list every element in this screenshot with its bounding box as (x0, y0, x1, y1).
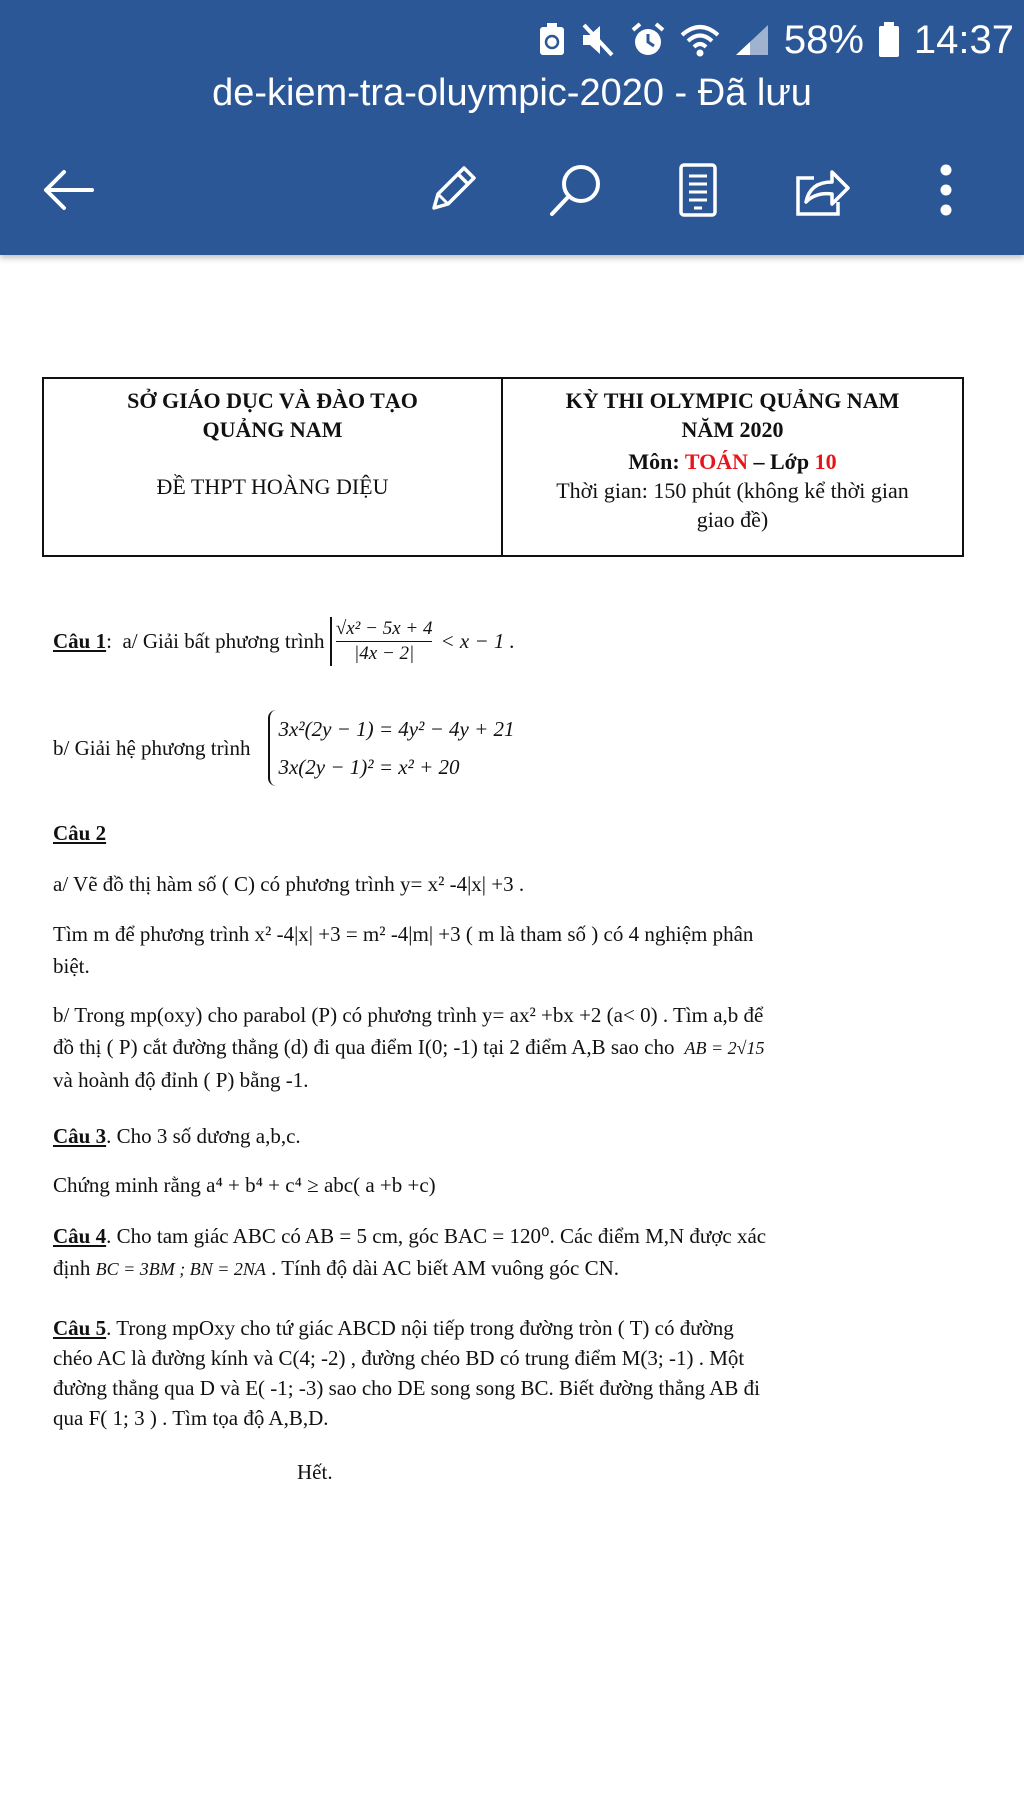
search-icon (546, 160, 606, 220)
question-1a: Câu 1 : a/ Giải bất phương trình $\frac{\text{√x² − 5x + 4}}{|4x - 2|}$ < x − 1 . (53, 617, 515, 664)
subject-name: TOÁN (684, 449, 748, 474)
recycle-icon (538, 23, 566, 57)
province-name: QUẢNG NAM (202, 417, 343, 442)
document-title: de-kiem-tra-oluympic-2020 - Đã lưu (212, 72, 812, 114)
edit-pencil-icon (424, 162, 480, 218)
alarm-icon (630, 22, 666, 58)
share-icon (792, 162, 852, 218)
header-right-cell (503, 379, 962, 555)
signal-icon (734, 23, 770, 57)
header-left-cell (44, 379, 503, 555)
exam-name: KỲ THI OLYMPIC QUẢNG NAM (565, 388, 900, 413)
app-bar (0, 0, 1024, 255)
question-2-label: Câu 2 (53, 821, 107, 845)
share-button[interactable] (782, 150, 862, 230)
question-2b: b/ Trong mp(oxy) cho parabol (P) có phương trình y= ax² +bx +2 (a< 0) . Tìm a,b để đồ thị ( P) cắt đường thẳng (d) đi qua điểm I(0; -1) tại 2 điểm A,B sao cho AB = 2√15 và hoành độ đỉnh ( P) bằng -1. (53, 1003, 765, 1092)
subject-line: Môn: TOÁN – Lớp 10 (628, 449, 837, 474)
inequality-fraction: $\frac{\text{√x² − 5x + 4}}{|4x - 2|}$ (330, 617, 437, 666)
end-marker: Hết. (297, 1460, 333, 1484)
question-2a-part2: Tìm m để phương trình x² -4|x| +3 = m² -4|m| +3 ( m là tham số ) có 4 nghiệm phân biệt. (53, 922, 754, 978)
ab-length-formula: AB = 2√15 (684, 1038, 765, 1058)
exam-year: NĂM 2020 (681, 417, 784, 442)
more-options-button[interactable] (906, 150, 986, 230)
question-3-label: Câu 3 (53, 1124, 107, 1148)
reading-view-button[interactable] (658, 150, 738, 230)
question-4-label: Câu 4 (53, 1224, 107, 1248)
grade-number: 10 (814, 449, 837, 474)
back-arrow-icon (40, 168, 96, 212)
battery-icon (878, 22, 900, 58)
question-5: Câu 5. Trong mpOxy cho tứ giác ABCD nội tiếp trong đường tròn ( T) có đường chéo AC là đường kính và C(4; -2) , đường chéo BD có trung điểm M(3; -1) . Một đường thẳng qua D và E( -1; -3) sao cho DE song song BC. Biết đường thẳng AB đi qua F( 1; 3 ) . Tìm tọa độ A,B,D. (53, 1316, 760, 1430)
question-1b: b/ Giải hệ phương trình 3x²(2y − 1) = 4y² − 4y + 21 3x(2y − 1)² = x² + 20 (53, 710, 913, 786)
question-1-label: Câu 1 (53, 629, 107, 653)
search-button[interactable] (536, 150, 616, 230)
department-name: SỞ GIÁO DỤC VÀ ĐÀO TẠO (127, 388, 418, 413)
school-name: ĐỀ THPT HOÀNG DIỆU (156, 474, 389, 499)
question-4: Câu 4. Cho tam giác ABC có AB = 5 cm, góc BAC = 120⁰. Các điểm M,N được xác định BC = 3BM ; BN = 2NA . Tính độ dài AC biết AM vuông góc CN. (53, 1224, 767, 1280)
edit-button[interactable] (412, 150, 492, 230)
equation-system: 3x²(2y − 1) = 4y² − 4y + 21 3x(2y − 1)² = x² + 20 (268, 710, 514, 786)
question-2a: a/ Vẽ đồ thị hàm số ( C) có phương trình y= x² -4|x| +3 . (53, 872, 525, 896)
exam-header-table (42, 377, 964, 557)
question-3: Câu 3. Cho 3 số dương a,b,c. (53, 1124, 301, 1148)
reading-view-icon (676, 162, 720, 218)
question-5-label: Câu 5 (53, 1316, 107, 1340)
document-page (0, 255, 1024, 1820)
more-vert-icon (936, 162, 956, 218)
battery-percent: 58% (783, 18, 864, 62)
mute-icon (580, 23, 616, 57)
question-3-statement: Chứng minh rằng a⁴ + b⁴ + c⁴ ≥ abc( a +b +c) (53, 1173, 436, 1197)
question-2-label-line (53, 817, 913, 849)
back-button[interactable] (28, 150, 108, 230)
clock-time: 14:37 (913, 18, 1014, 62)
time-limit-line1: Thời gian: 150 phút (không kể thời gian (556, 478, 909, 503)
status-bar (538, 12, 1014, 68)
time-limit-line2: giao đề) (696, 507, 769, 532)
wifi-icon (680, 23, 720, 57)
vector-relations: BC = 3BM ; BN = 2NA (95, 1259, 266, 1279)
